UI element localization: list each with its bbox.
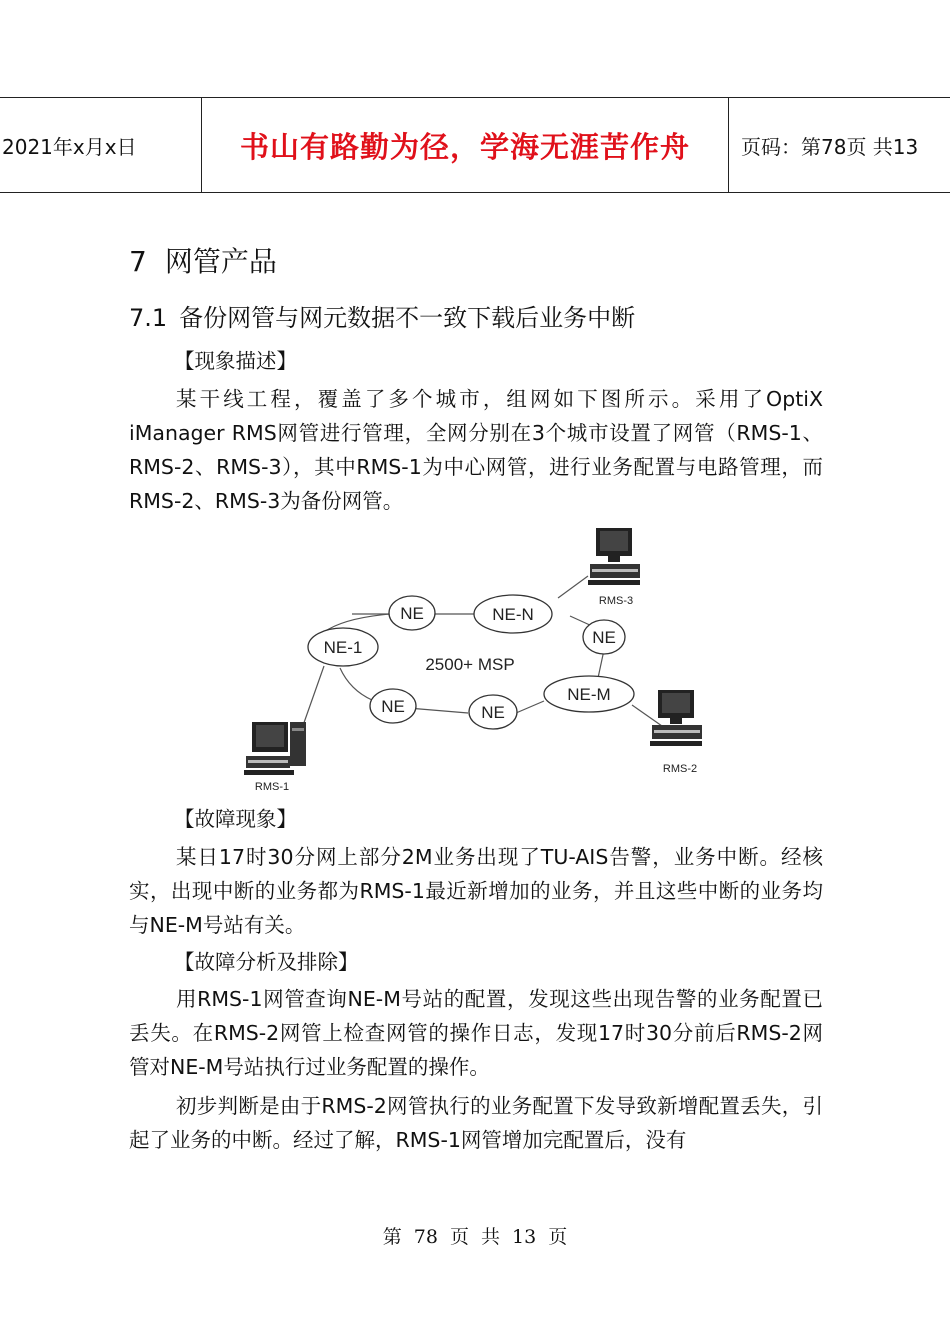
label-fault-analysis: 【故障分析及排除】 [174, 950, 359, 974]
subsection-heading [129, 298, 635, 333]
node-ne-1: NE-1 [323, 638, 363, 657]
node-ne-m: NE-M [567, 685, 611, 704]
paragraph-network-description: 某干线工程，覆盖了多个城市，组网如下图所示。采用了OptiX iManager RMS网管进行管理，全网分别在3个城市设置了网管（RMS-1、RMS-2、RMS-3），其中RMS-1为中心网管，进行业务配置与电路管理，而RMS-2、RMS-3为备份网管。 [129, 387, 823, 513]
paragraph-fault-phenomenon: 某日17时30分网上部分2M业务出现了TU-AIS告警，业务中断。经核实，出现中断的业务都为RMS-1最近新增加的业务，并且这些中断的业务均与NE-M号站有关。 [129, 845, 823, 937]
label-fault-phenomenon: 【故障现象】 [174, 807, 297, 831]
paragraph-fault-analysis: 用RMS-1网管查询NE-M号站的配置，发现这些出现告警的业务配置已丢失。在RMS-2网管上检查网管的操作日志，发现17时30分前后RMS-2网管对NE-M号站执行过业务配置的操作。 [129, 987, 823, 1079]
station-rms-3: RMS-3 [598, 595, 634, 607]
station-rms-2: RMS-2 [662, 763, 698, 775]
rms-3-computer-icon [588, 528, 640, 585]
network-diagram [232, 518, 712, 800]
header-page-info: 页码：第78页 共13 [741, 134, 919, 159]
station-rms-1: RMS-1 [254, 781, 290, 793]
page-footer: 第 78 页 共 13 页 [382, 1226, 568, 1248]
subsection-title: 备份网管与网元数据不一致下载后业务中断 [179, 304, 636, 332]
section-number: 7 [129, 245, 147, 278]
node-ne-top-left: NE [400, 604, 424, 623]
label-phenomenon-desc: 【现象描述】 [174, 349, 297, 373]
node-ne-bottom-left: NE [381, 697, 405, 716]
rms-1-computer-icon [244, 722, 306, 775]
node-ne-n: NE-N [492, 605, 534, 624]
header-motto: 书山有路勤为径，学海无涯苦作舟 [202, 98, 729, 192]
section-heading [129, 240, 277, 280]
subsection-number: 7.1 [129, 304, 168, 332]
ring-label: 2500+ MSP [425, 655, 515, 674]
section-title: 网管产品 [164, 245, 277, 278]
page-header [0, 97, 950, 193]
header-date: 2021年x月x日 [0, 98, 202, 192]
node-ne-bottom: NE [481, 703, 505, 722]
rms-2-computer-icon [650, 690, 702, 746]
node-ne-right: NE [592, 628, 616, 647]
paragraph-preliminary-judgment: 初步判断是由于RMS-2网管执行的业务配置下发导致新增配置丢失，引起了业务的中断。经过了解，RMS-1网管增加完配置后，没有 [129, 1094, 823, 1152]
